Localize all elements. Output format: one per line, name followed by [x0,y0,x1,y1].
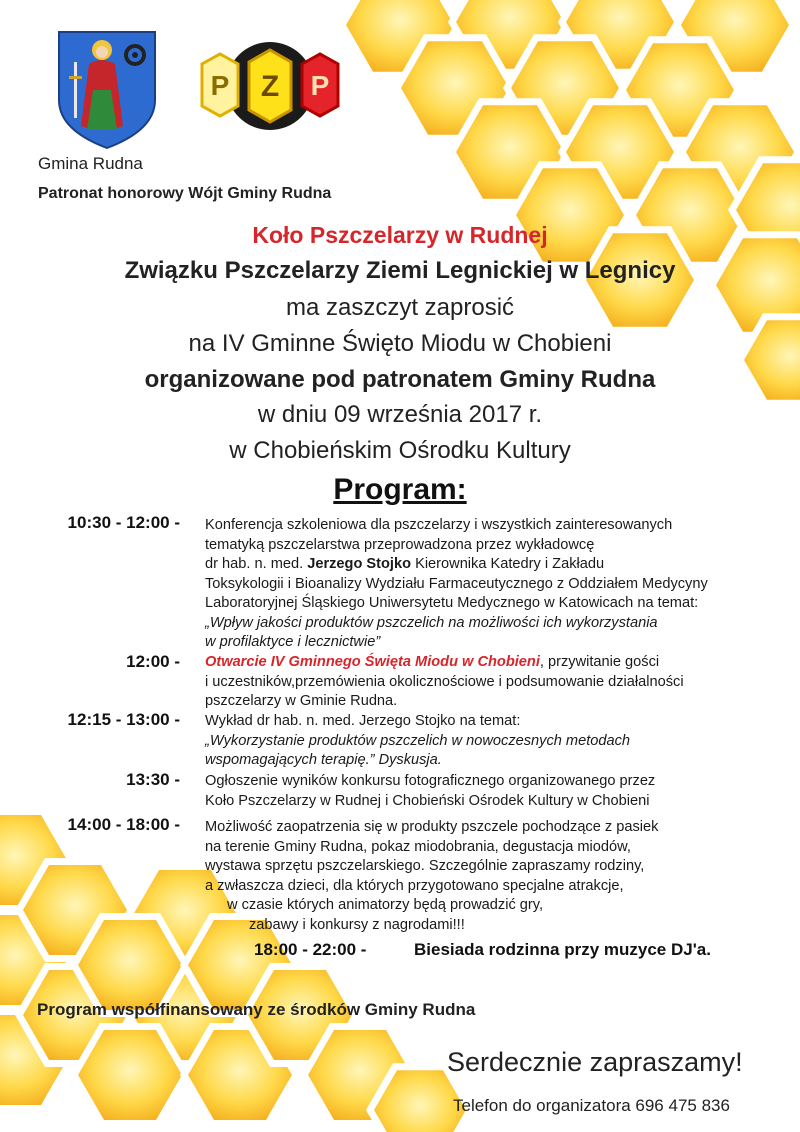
program-desc-line: Laboratoryjnej Śląskiego Uniwersytetu Medycznego w Katowicach na temat: [205,595,699,611]
honeycomb-cell [74,1027,186,1124]
lecture-topic: w profilaktyce i lecznictwie” [205,634,381,650]
gmina-name: Gmina Rudna [38,154,143,173]
lecture-topic: „Wpływ jakości produktów pszczelich na możliwości ich wykorzystania [205,614,658,631]
program-desc-5 [205,818,785,935]
closing-invitation: Serdecznie zapraszamy! [447,1047,743,1077]
program-time-1: 10:30 - 12:00 - [67,513,180,532]
lecturer-name: Jerzego Stojko [307,556,412,572]
program-desc-3 [205,712,785,771]
opening-rest: , przywitanie gości [539,654,660,670]
event-date: w dniu 09 września 2017 r. [257,401,543,428]
organizer-phone: Telefon do organizatora 696 475 836 [453,1096,730,1115]
program-heading: Program: [333,473,467,506]
program-desc-line: a zwłaszcza dzieci, dla których przygotowano specjalne atrakcje, [205,877,624,894]
invitation-line-3: organizowane pod patronatem Gminy Rudna [144,366,656,393]
coat-of-arms-icon [57,30,157,150]
program-time-4: 13:30 - [126,770,180,789]
program-desc-line: Toksykologii i Bioanalizy Wydziału Farmaceutycznego z Oddziałem Medycyny [205,575,708,592]
program-desc-line: na terenie Gminy Rudna, pokaz miodobrania, degustacja miodów, [205,838,631,855]
evening-time: 18:00 - 22:00 - [254,940,367,959]
program-desc-line: Wykład dr hab. n. med. Jerzego Stojko na temat: [205,713,521,729]
pzp-logo [196,40,344,132]
program-time-5: 14:00 - 18:00 - [67,815,180,834]
program-desc-line: i uczestników,przemówienia okolicznościowe i podsumowanie działalności [205,673,684,690]
pzp-letter-p2: P [310,70,330,101]
program-desc-line [205,555,785,575]
evening-program [254,940,711,960]
program-desc-line [205,653,785,673]
program-time-3: 12:15 - 13:00 - [67,710,180,729]
pzp-letter-z: Z [260,70,280,103]
program-desc-line: w czasie których animatorzy będą prowadzić gry, [227,897,544,913]
program-desc-line: pszczelarzy w Gminie Rudna. [205,693,398,709]
invitation-line-1: ma zaszczyt zaprosić [285,294,515,321]
cofinancing-note: Program współfinansowany ze środków Gminy Rudna [37,1000,476,1019]
program-desc-line: tematyką pszczelarstwa przeprowadzona przez wykładowcę [205,536,595,553]
program-desc-line: Koło Pszczelarzy w Rudnej i Chobieński Ośrodek Kultury w Chobieni [205,792,650,809]
program-desc-line: Ogłoszenie wyników konkursu fotograficznego organizowanego przez [205,773,656,789]
event-venue: w Chobieńskim Ośrodku Kultury [229,437,571,464]
program-time-2: 12:00 - [126,652,180,671]
evening-text: Biesiada rodzinna przy muzyce DJ'a. [414,940,711,959]
invitation-line-2: na IV Gminne Święto Miodu w Chobieni [188,330,612,357]
lecturer-prefix: dr hab. n. med. [205,556,308,572]
program-desc-line: Możliwość zaopatrzenia się w produkty pszczele pochodzące z pasiek [205,819,659,835]
program-desc-2 [205,653,785,712]
opening-highlight: Otwarcie IV Gminnego Święta Miodu w Chobieni [205,654,540,670]
honeycomb-cell [74,917,186,1014]
organizer-title: Koło Pszczelarzy w Rudnej [252,222,548,248]
pzp-letter-p1: P [210,70,230,101]
program-desc-1 [205,516,785,653]
honorary-patronage: Patronat honorowy Wójt Gminy Rudna [38,185,332,202]
association-title: Związku Pszczelarzy Ziemi Legnickiej w Legnicy [124,257,676,284]
lecture-topic: „Wykorzystanie produktów pszczelich w nowoczesnych metodach [205,732,631,749]
program-desc-line: wystawa sprzętu pszczelarskiego. Szczególnie zapraszamy rodziny, [205,858,645,874]
program-desc-line: Konferencja szkoleniowa dla pszczelarzy i wszystkich zainteresowanych [205,517,673,533]
program-desc-line: zabawy i konkursy z nagrodami!!! [249,916,465,933]
lecture-topic: wspomagających terapię.” Dyskusja. [205,752,442,768]
program-desc-4 [205,772,785,811]
lecturer-role: Kierownika Katedry i Zakładu [411,556,605,572]
